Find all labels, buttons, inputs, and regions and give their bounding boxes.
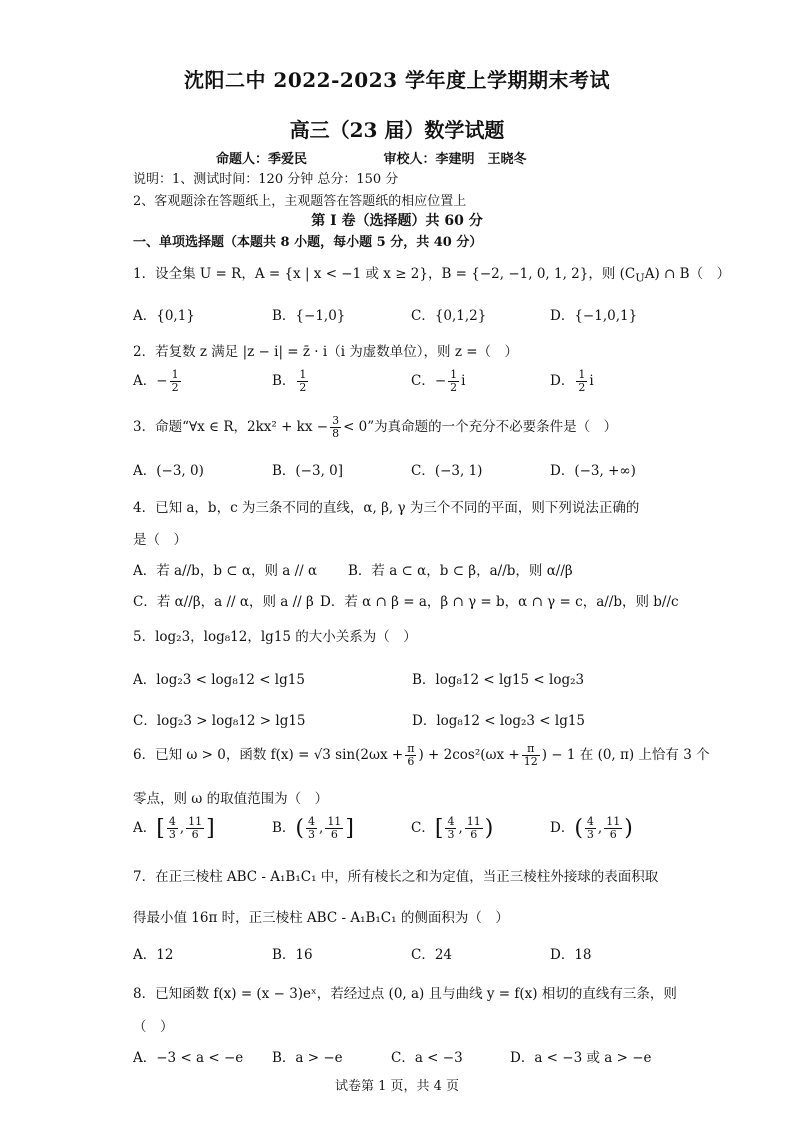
interval-upper [325, 816, 343, 841]
q3-option-d: D．(−3, +∞) [550, 463, 636, 479]
imag-unit: i [461, 373, 466, 389]
q6-option-d: D．( $\frac{4}{3}$ , $\frac{11}{6}$ ) [550, 815, 633, 841]
frac-numerator: 1 [450, 368, 458, 381]
q7-option-b: B．16 [272, 947, 313, 963]
q2-option-a [133, 369, 183, 394]
question-8-stem-line1: 8．已知函数 f(x) = (x − 3)eˣ，若经过点 (0, a) 且与曲线 y = f(x) 相切的直线有三条，则 [133, 986, 677, 1002]
frac-denominator: 3 [586, 828, 594, 841]
question-1-stem [133, 262, 730, 285]
q6-stem-a: 6．已知 ω > 0，函数 f(x) = √3 sin(2ωx + [133, 747, 404, 763]
frac-numerator: 1 [299, 368, 307, 381]
interval-upper [604, 816, 622, 841]
interval-lower [445, 816, 456, 841]
q6-option-a-label: A． [133, 820, 157, 836]
q6-frac-1 [405, 743, 416, 768]
frac-denominator: 6 [407, 755, 415, 768]
authors-line [216, 148, 636, 167]
q6-stem-c: ) − 1 在 (0, π) 上恰有 3 个 [541, 747, 710, 763]
question-6-stem [133, 743, 710, 768]
frac-denominator: 2 [578, 381, 586, 394]
q2-option-d [550, 369, 594, 394]
interval-lower [306, 816, 317, 841]
question-5-stem: 5．log₂3，log₈12，lg15 的大小关系为（ ） [133, 629, 417, 645]
frac-denominator: 6 [191, 828, 199, 841]
q2-option-c-frac [448, 369, 459, 394]
frac-numerator: π [407, 742, 415, 755]
q4-option-a: A．若 a//b，b ⊂ α，则 a // α [133, 563, 318, 579]
frac-denominator: 2 [171, 381, 179, 394]
page-footer: 试卷第 1 页，共 4 页 [334, 1079, 460, 1094]
frac-numerator: 11 [188, 815, 203, 828]
q7-option-a: A．12 [133, 947, 174, 963]
frac-denominator: 8 [332, 427, 340, 440]
imag-unit: i [589, 373, 594, 389]
exam-subtitle: 高三（23 届）数学试题 [289, 118, 505, 142]
q3-stem-b: < 0”为真命题的一个充分不必要条件是（ ） [343, 419, 618, 435]
frac-denominator: 3 [447, 828, 455, 841]
q4-option-d: D．若 α ∩ β = a，β ∩ γ = b，α ∩ γ = c，a//b，则 b//c [320, 594, 679, 610]
frac-numerator: 11 [606, 815, 621, 828]
right-bracket: ] [206, 816, 215, 841]
q4-option-b: B．若 a ⊂ α，b ⊂ β，a//b，则 α//β [348, 563, 573, 579]
q7-option-c: C．24 [411, 947, 453, 963]
q2-option-d-frac [576, 369, 587, 394]
exam-title: 沈阳二中 2022-2023 学年度上学期期末考试 [183, 68, 611, 92]
q6-option-b-label: B． [272, 820, 296, 836]
q2-option-a-frac [170, 369, 181, 394]
question-4-stem-line1: 4．已知 a，b，c 为三条不同的直线，α, β, γ 为三个不同的平面，则下列说法正确的 [133, 500, 640, 516]
question-8-stem-line2: （ ） [133, 1019, 174, 1035]
frac-numerator: 4 [586, 815, 594, 828]
q1-option-c: C．{0,1,2} [411, 308, 487, 324]
question-4-stem-line2: 是（ ） [133, 532, 187, 548]
frac-denominator: 2 [450, 381, 458, 394]
question-2-stem: 2．若复数 z 满足 |z − i| = z̄ · i（i 为虚数单位），则 z =（ ） [133, 344, 519, 360]
q8-option-c: C．a < −3 [391, 1050, 463, 1066]
q4-option-c: C．若 α//β，a // α，则 a // β [133, 594, 314, 610]
frac-denominator: 2 [299, 381, 307, 394]
question-7-stem-line1: 7．在正三棱柱 ABC - A₁B₁C₁ 中，所有棱长之和为定值，当正三棱柱外接球的表面积取 [133, 869, 659, 885]
q1-stem-tail: A) ∩ B（ ） [644, 266, 731, 282]
q3-option-b: B．(−3, 0] [272, 463, 344, 479]
q1-option-d: D．{−1,0,1} [550, 308, 638, 324]
left-bracket: [ [156, 816, 165, 841]
frac-numerator: 3 [332, 414, 340, 427]
author: 命题人：季爱民 [216, 152, 308, 167]
q3-option-c: C．(−3, 1) [411, 463, 483, 479]
q3-option-a: A．(−3, 0) [133, 463, 204, 479]
q7-option-d: D．18 [550, 947, 592, 963]
q8-option-d: D．a < −3 或 a > −e [510, 1050, 652, 1066]
frac-numerator: 4 [447, 815, 455, 828]
question-7-stem-line2: 得最小值 16π 时，正三棱柱 ABC - A₁B₁C₁ 的侧面积为（ ） [133, 910, 509, 926]
reviewers: 审校人：李建明 王晓冬 [383, 152, 527, 167]
frac-denominator: 6 [330, 828, 338, 841]
q3-stem-a: 3．命题“∀x ∈ R，2kx² + kx − [133, 419, 329, 435]
question-3-stem [133, 415, 617, 440]
note-line-2: 2、客观题涂在答题纸上，主观题答在答题纸的相应位置上 [133, 194, 467, 209]
right-bracket: ) [624, 816, 633, 841]
frac-numerator: 11 [327, 815, 342, 828]
q3-stem-frac [330, 415, 341, 440]
q2-option-c-label: C．− [411, 373, 447, 389]
frac-denominator: 12 [523, 755, 538, 768]
q6-option-c-label: C． [411, 820, 435, 836]
frac-denominator: 6 [470, 828, 478, 841]
frac-denominator: 3 [168, 828, 176, 841]
frac-numerator: 11 [466, 815, 481, 828]
q1-stem-sub: U [635, 271, 645, 285]
frac-numerator: 4 [168, 815, 176, 828]
part-heading: 一、单项选择题（本题共 8 小题，每小题 5 分，共 40 分） [133, 235, 483, 250]
interval-upper [465, 816, 483, 841]
q5-option-a: A．log₂3 < log₈12 < lg15 [133, 672, 305, 688]
q6-option-a: A．[ $\frac{4}{3}$ , $\frac{11}{6}$ ] [133, 815, 215, 841]
question-6-stem-line2: 零点，则 ω 的取值范围为（ ） [133, 791, 329, 807]
frac-numerator: 1 [578, 368, 586, 381]
left-bracket: ( [295, 816, 305, 841]
q5-option-b: B．log₈12 < lg15 < log₂3 [412, 672, 585, 688]
q1-stem-text: 1．设全集 U = R，A = {x | x < −1 或 x ≥ 2}，B = {−2, −1, 0, 1, 2}，则 (C [133, 266, 636, 282]
interval-upper [186, 816, 204, 841]
interval-lower [585, 816, 596, 841]
q6-option-b: B．( $\frac{4}{3}$ , $\frac{11}{6}$ ] [272, 815, 354, 841]
frac-numerator: 4 [308, 815, 316, 828]
q2-option-d-label: D． [550, 373, 575, 389]
q1-option-b: B．{−1,0} [272, 308, 346, 324]
q1-option-a: A．{0,1} [133, 308, 195, 324]
q2-option-a-label: A．− [133, 373, 168, 389]
q6-option-d-label: D． [550, 820, 575, 836]
q2-option-b-label: B． [272, 373, 296, 389]
q8-option-b: B．a > −e [272, 1050, 343, 1066]
q2-option-c [411, 369, 465, 394]
right-bracket: ) [484, 816, 494, 841]
frac-numerator: 1 [171, 368, 179, 381]
q6-option-c: C．[ $\frac{4}{3}$ , $\frac{11}{6}$ ) [411, 815, 494, 841]
volume-heading: 第 I 卷（选择题）共 60 分 [311, 213, 483, 229]
interval-lower [167, 816, 178, 841]
q2-option-b [272, 369, 310, 394]
q8-option-a: A．−3 < a < −e [133, 1050, 244, 1066]
frac-denominator: 6 [609, 828, 617, 841]
q6-frac-2 [522, 743, 540, 768]
right-bracket: ] [345, 816, 354, 841]
q2-option-b-frac [297, 369, 308, 394]
q5-option-c: C．log₂3 > log₈12 > lg15 [133, 713, 306, 729]
q6-stem-b: ) + 2cos²(ωx + [418, 747, 520, 763]
note-line-1: 说明：1、测试时间：120 分钟 总分：150 分 [133, 172, 399, 187]
frac-denominator: 3 [308, 828, 316, 841]
left-bracket: [ [434, 816, 444, 841]
q5-option-d: D．log₈12 < log₂3 < lg15 [412, 713, 586, 729]
frac-numerator: π [522, 743, 540, 756]
left-bracket: ( [574, 816, 583, 841]
